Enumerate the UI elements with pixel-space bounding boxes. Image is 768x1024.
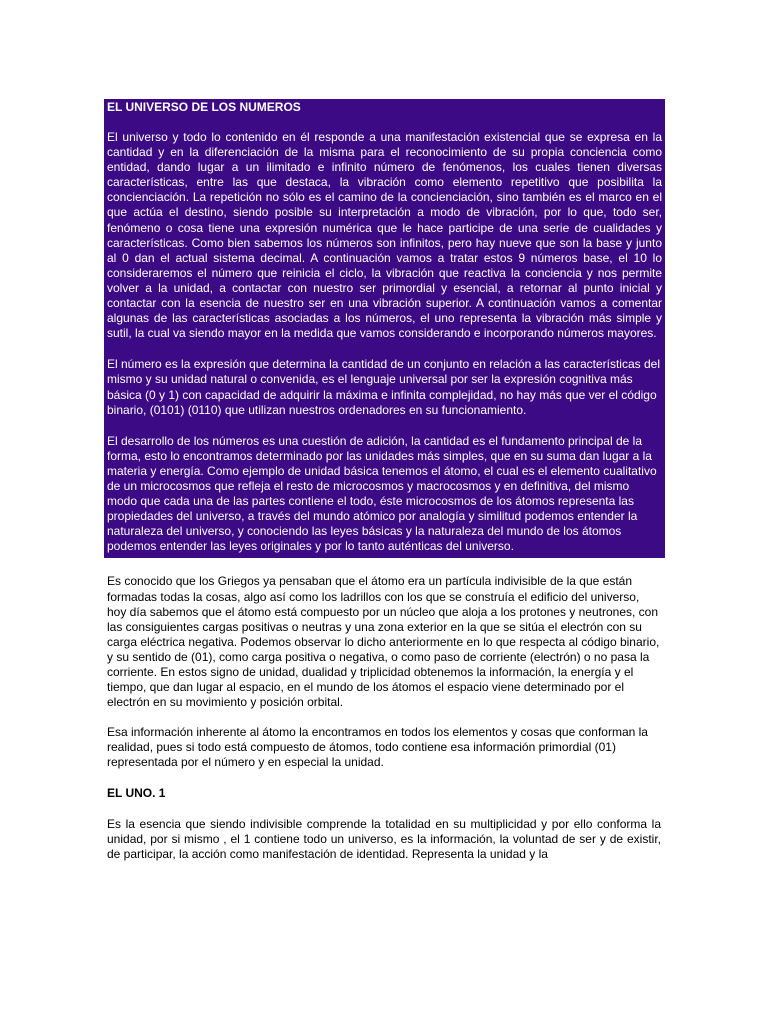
document-title: EL UNIVERSO DE LOS NUMEROS (107, 100, 301, 114)
section-heading-el-uno: EL UNO. 1 (107, 785, 166, 800)
body-section (104, 574, 664, 861)
highlight-paragraph-1: El universo y todo lo contenido en él responde a una manifestación existencial que se expresa en la cantidad y en la diferenciación de la misma para el reconocimiento de su propia conciencia como entidad, dando lugar a un ilimitado e infinito número de fenómenos, los cuales tienen diversas características, entre las que destaca, la vibración como elemento repetitivo que posibilita la concienciación. La repetición no sólo es el camino de la concienciación, sino también es el marco en el que actúa el destino, siendo posible su interpretación a modo de vibración, por lo que, todo ser, fenómeno o cosa tiene una expresión numérica que le hace participe de una serie de cualidades y características. Como bien sabemos los números son infinitos, pero hay nueve que son la base y junto al 0 dan el actual sistema decimal. A continuación vamos a tratar estos 9 números base, el 10 lo consideraremos el número que reinicia el ciclo, la vibración que reactiva la conciencia y nos permite volver a la unidad, a contactar con nuestro ser primordial y esencial, a retornar al punto inicial y contactar con la esencia de nuestro ser en una vibración superior. A continuación vamos a comentar algunas de las características asociadas a los números, el uno representa la vibración más simple y sutil, la cual va siendo mayor en la medida que vamos considerando e incorporando números mayores. (107, 130, 662, 341)
highlight-paragraph-3: El desarrollo de los números es una cuestión de adición, la cantidad es el fundamento principal de la forma, esto lo encontramos determinado por las unidades más simples, que en su suma dan lugar a la materia y energía. Como ejemplo de unidad básica tenemos el átomo, el cual es el elemento cualitativo de un microcosmos que refleja el resto de microcosmos y macrocosmos y en definitiva, del mismo modo que cada una de las partes contiene el todo, éste microcosmos de los átomos representa las propiedades del universo, a través del mundo atómico por analogía y similitud podemos entender la naturaleza del universo, y conociendo las leyes básicas y la naturaleza del mundo de los átomos podemos entender las leyes originales y por lo tanto auténticas del universo. (107, 433, 657, 554)
body-paragraph-2: Esa información inherente al átomo la encontramos en todos los elementos y cosas que conforman la realidad, pues si todo está compuesto de átomos, todo contiene esa información primordial (01) representada por el número y en especial la unidad. (107, 725, 648, 770)
highlight-paragraph-2: El número es la expresión que determina la cantidad de un conjunto en relación a las características del mismo y su unidad natural o convenida, es el lenguaje universal por ser la expresión cognitiva más básica (0 y 1) con capacidad de adquirir la máxima e infinita complejidad, no hay más que ver el código binario, (0101) (0110) que utilizan nuestros ordenadores en su funcionamiento. (107, 357, 660, 417)
highlighted-section (104, 99, 665, 558)
body-paragraph-3: Es la esencia que siendo indivisible comprende la totalidad en su multiplicidad y por ello conforma la unidad, por si mismo , el 1 contiene todo un universo, es la información, la voluntad de ser y de existir, de participar, la acción como manifestación de identidad. Representa la unidad y la (107, 816, 661, 861)
document-page (104, 99, 664, 877)
body-paragraph-1: Es conocido que los Griegos ya pensaban que el átomo era un partícula indivisible de la que están formadas todas la cosas, algo así como los ladrillos con los que se construía el edificio del universo, hoy día sabemos que el átomo está compuesto por un núcleo que aloja a los protones y neutrones, con las consiguientes cargas positivas o neutras y una zona exterior en la que se sitúa el electrón con su carga eléctrica negativa. Podemos observar lo dicho anteriormente en lo que respecta al código binario, y su sentido de (01), como carga positiva o negativa, o como paso de corriente (electrón) o no pasa la corriente. En estos signo de unidad, dualidad y triplicidad obtenemos la información, la energía y el tiempo, que dan lugar al espacio, en el mundo de los átomos el espacio viene determinado por el electrón en su movimiento y posición orbital. (107, 574, 660, 710)
